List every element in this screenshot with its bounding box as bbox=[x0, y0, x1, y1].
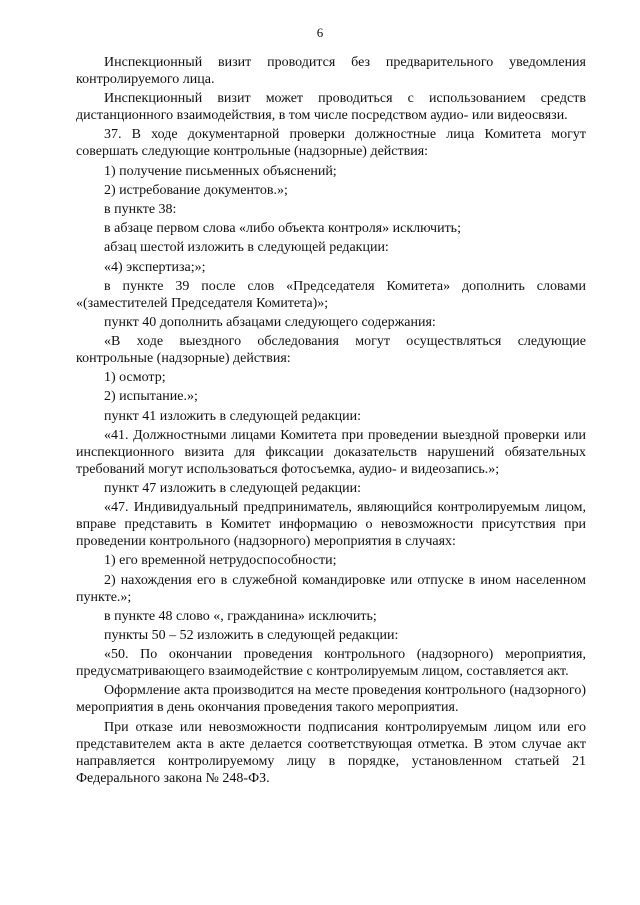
paragraph: «В ходе выездного обследования могут осуществляться следующие контрольные (надзорные) действия: bbox=[76, 334, 586, 367]
paragraph: пункт 47 изложить в следующей редакции: bbox=[104, 481, 361, 496]
paragraph: 2) нахождения его в служебной командировке или отпуске в ином населенном пункте.»; bbox=[76, 572, 586, 605]
paragraph: в абзаце первом слова «либо объекта контроля» исключить; bbox=[104, 221, 461, 237]
paragraph: 1) осмотр; bbox=[104, 370, 166, 386]
paragraph: Инспекционный визит может проводиться с использованием средств дистанционного взаимодействия, в том числе посредством аудио- или видеосвязи. bbox=[76, 91, 586, 124]
paragraph: Инспекционный визит проводится без предварительного уведомления контролируемого лица. bbox=[76, 55, 586, 87]
paragraph: 2) испытание.»; bbox=[104, 389, 198, 405]
paragraph: 1) получение письменных объяснений; bbox=[104, 163, 337, 179]
paragraph: пункт 41 изложить в следующей редакции: bbox=[104, 408, 361, 424]
page-number: 6 bbox=[316, 25, 324, 40]
paragraph: в пункте 48 слово «, гражданина» исключить; bbox=[104, 608, 377, 624]
paragraph: 1) его временной нетрудоспособности; bbox=[104, 553, 337, 569]
paragraph: пункт 40 дополнить абзацами следующего содержания: bbox=[104, 314, 436, 330]
paragraph: 37. В ходе документарной проверки должностные лица Комитета могут совершать следующие контрольные (надзорные) действия: bbox=[76, 127, 586, 160]
document-body bbox=[76, 54, 586, 789]
paragraph: «47. Индивидуальный предприниматель, являющийся контролируемым лицом, вправе представить в Комитет информацию о невозможности присутствия при проведении контрольного (надзорного) мероприятия в случаях: bbox=[76, 500, 586, 550]
paragraph: При отказе или невозможности подписания контролируемым лицом или его представителем акта в акте делается соответствующая отметка. В этом случае акт направляется контролируемому лицу в порядке, установленном статьей 21 Федерального закона № 248-ФЗ. bbox=[76, 719, 586, 786]
paragraph: в пункте 39 после слов «Председателя Комитета» дополнить словами «(заместителей Председателя Комитета)»; bbox=[76, 278, 586, 311]
paragraph: в пункте 38: bbox=[104, 201, 177, 217]
paragraph: «50. По окончании проведения контрольного (надзорного) мероприятия, предусматривающего взаимодействие с контролируемым лицом, составляется акт. bbox=[76, 647, 586, 680]
paragraph: абзац шестой изложить в следующей редакции: bbox=[104, 240, 389, 256]
paragraph: Оформление акта производится на месте проведения контрольного (надзорного) мероприятия в день окончания проведения такого мероприятия. bbox=[76, 683, 586, 716]
paragraph: пункты 50 – 52 изложить в следующей редакции: bbox=[104, 627, 399, 643]
paragraph: «4) экспертиза;»; bbox=[104, 259, 206, 275]
paragraph: 2) истребование документов.»; bbox=[104, 182, 288, 198]
paragraph: «41. Должностными лицами Комитета при проведении выездной проверки или инспекционного визита для фиксации доказательств нарушений обязательных требований могут использоваться фотосъемка, аудио- и видеозапись.»; bbox=[76, 427, 586, 477]
